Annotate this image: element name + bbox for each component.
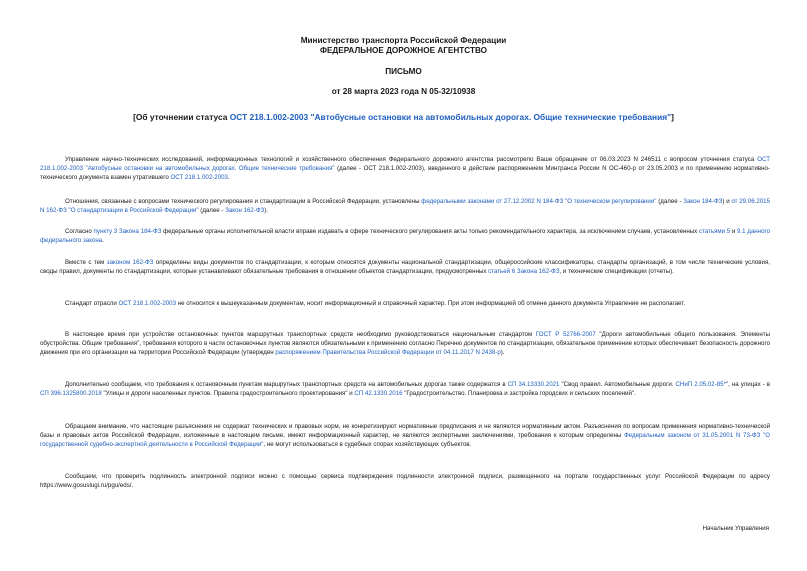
p7-text-3: ", на улицах - в (725, 381, 770, 388)
paragraph-3 (40, 227, 770, 245)
link-snip[interactable]: СНиП 2.05.02-85* (675, 381, 726, 388)
doc-date: от 28 марта 2023 года N 05-32/10938 (331, 87, 476, 96)
p4-text-2: определены виды документов по стандартизации, к которым относятся документы национальной стандартизации, общероссийские классификаторы, стандарты организаций, в том числе технические условия, своды правил, документы по стандартизации, которые устанавливают обязательные требования в отношении объектов стандартизации, предусмотренных (40, 259, 771, 275)
p6-text: В настоящее время при устройстве остановочных пунктов маршрутных транспортных средств необходимо руководствоваться национальным стандартом (65, 331, 536, 338)
signature: Начальник Управления (702, 525, 769, 532)
link-sp-34[interactable]: СП 34.13330.2021 (507, 381, 560, 388)
p4-text: Вместе с тем (65, 259, 107, 266)
link-p3-184[interactable]: пункту 3 Закона 184-ФЗ (93, 228, 162, 235)
p2-text-5: ). (264, 207, 269, 214)
p2-text: Отношения, связанные с вопросами технического регулирования и стандартизации в Российской Федерации, установлены (65, 198, 422, 205)
link-law-73[interactable]: Федеральным законом от 31.05.2001 N 73-ФЗ "О государственной судебно-экспертной деятельности в Российской Федерации" (40, 432, 770, 448)
p3-text: Согласно (65, 228, 94, 235)
link-ost-full[interactable]: ОСТ 218.1.002-2003 "Автобусные остановки на автомобильных дорогах. Общие технические требования" (40, 156, 770, 172)
link-law-162-p4[interactable]: законом 162-ФЗ (106, 259, 154, 266)
subject-suffix: ] (671, 112, 674, 122)
link-article-9-1[interactable]: 9.1 данного федерального закона (40, 228, 771, 244)
document-subject (0, 112, 807, 123)
p3-text-4: . (102, 237, 104, 244)
agency-title: ФЕДЕРАЛЬНОЕ ДОРОЖНОЕ АГЕНТСТВО (319, 46, 488, 55)
p4-text-3: , и технические спецификации (отчеты). (559, 268, 674, 275)
p2-text-4: (далее - (198, 207, 226, 214)
p1-text: Управление научно-технических исследований, информационных технологий и хозяйственного обеспечения Федерального дорожного агентства рассмотрело Ваше обращение от 06.03.2023 N 246511 с вопросом уточнения статуса (65, 156, 758, 163)
p2-text-2: (далее - (656, 198, 684, 205)
link-article-5[interactable]: статьями 5 (698, 228, 731, 235)
p5-text-2: не относится к вышеуказанным документам, носит информационный и справочный характер. При этом информацией об отмене данного документа Управление не располагает. (176, 300, 686, 307)
subject-prefix: [Об уточнении статуса (133, 112, 230, 122)
link-law-162[interactable]: от 29.06.2015 N 162-ФЗ "О стандартизации в Российской Федерации" (40, 198, 770, 214)
p5-text: Стандарт отрасли (65, 300, 119, 307)
paragraph-2 (40, 197, 770, 215)
p7-text-5: "Градостроительство. Планировка и застройка городских и сельских поселений". (402, 390, 636, 397)
link-law-162-short[interactable]: Закон 162-ФЗ (225, 207, 265, 214)
p8-text-2: , не могут использоваться в судебных спорах хозяйствующих субъектов. (263, 441, 472, 448)
p7-text-2: "Свод правил. Автомобильные дороги. (559, 381, 676, 388)
link-government-order[interactable]: распоряжением Правительства Российской Федерации от 04.11.2017 N 2438-р (275, 349, 501, 356)
paragraph-9 (40, 472, 770, 490)
p3-text-2: федеральные органы исполнительной власти вправе издавать в сфере технического регулирования акты только рекомендательного характера, за исключением случаев, установленных (161, 228, 699, 235)
link-ost-p5[interactable]: ОСТ 218.1.002-2003 (118, 300, 176, 307)
p2-text-3: ) и (722, 198, 732, 205)
paragraph-7 (40, 380, 770, 398)
link-law-184-short[interactable]: Закон 184-ФЗ (683, 198, 723, 205)
p7-text: Дополнительно сообщаем, что требования к остановочным пунктам маршрутных транспортных средств на автомобильных дорогах также содержатся в (65, 381, 508, 388)
p8-text: Обращаем внимание, что настоящие разъяснения не содержат технических и правовых норм, не конкретизируют нормативные предписания и не являются нормативным актом. Разъяснения по вопросам применения нормативно-технической базы и правовых актов Российской Федерации, изложенные в настоящем письме, имеют информационный характер, не являются экспертными заключениями, требования к которым определены (40, 423, 770, 439)
p3-text-3: и (730, 228, 738, 235)
link-law-184[interactable]: федеральными законами от 27.12.2002 N 184-ФЗ "О техническом регулировании" (421, 198, 657, 205)
paragraph-5 (40, 299, 770, 308)
p1-text-3: . (227, 174, 230, 181)
ministry-title: Министерство транспорта Российской Федерации (300, 36, 507, 45)
p6-text-3: ). (500, 349, 505, 356)
link-ost[interactable]: ОСТ 218.1.002-2003 (170, 174, 228, 181)
paragraph-4 (40, 258, 770, 276)
link-sp-396[interactable]: СП 396.1325800.2018 (40, 390, 102, 397)
link-sp-42[interactable]: СП 42.1330.2016 (354, 390, 403, 397)
paragraph-1 (40, 155, 770, 182)
p9-text: Сообщаем, что проверить подлинность электронной подписи можно с помощью сервиса подтверждения подлинности электронной подписи, размещенного на портале государственных услуг Российской Федерации по адресу https://www.gosuslugi.ru/pgu/eds/. (40, 473, 770, 489)
p6-text-2: "Дороги автомобильные общего пользования. Элементы обустройства. Общие требования", требования которого в части остановочных пунктов являются обязательными к применению согласно Перечню документов по стандартизации, обязательное применение которых обеспечивает безопасность дорожного движения при его организации на территории Российской Федерации (утвержден (40, 331, 770, 356)
paragraph-6 (40, 330, 770, 357)
p1-text-2: (далее - ОСТ 218.1.002-2003), введенного в действие распоряжением Минтранса России N ОС-460-р от 23.05.2003 и по применению нормативно-технического документа взамен утратившего (40, 165, 770, 181)
p7-text-4: "Улицы и дороги населенных пунктов. Правила градостроительного проектирования" и (101, 390, 355, 397)
doc-type: ПИСЬМО (385, 67, 422, 76)
paragraph-8 (40, 422, 770, 449)
link-article-6[interactable]: статьей 6 Закона 162-ФЗ (488, 268, 560, 275)
link-gost[interactable]: ГОСТ Р 52766-2007 (535, 331, 596, 338)
subject-link-ost[interactable]: ОСТ 218.1.002-2003 "Автобусные остановки на автомобильных дорогах. Общие технические требования" (229, 112, 672, 122)
